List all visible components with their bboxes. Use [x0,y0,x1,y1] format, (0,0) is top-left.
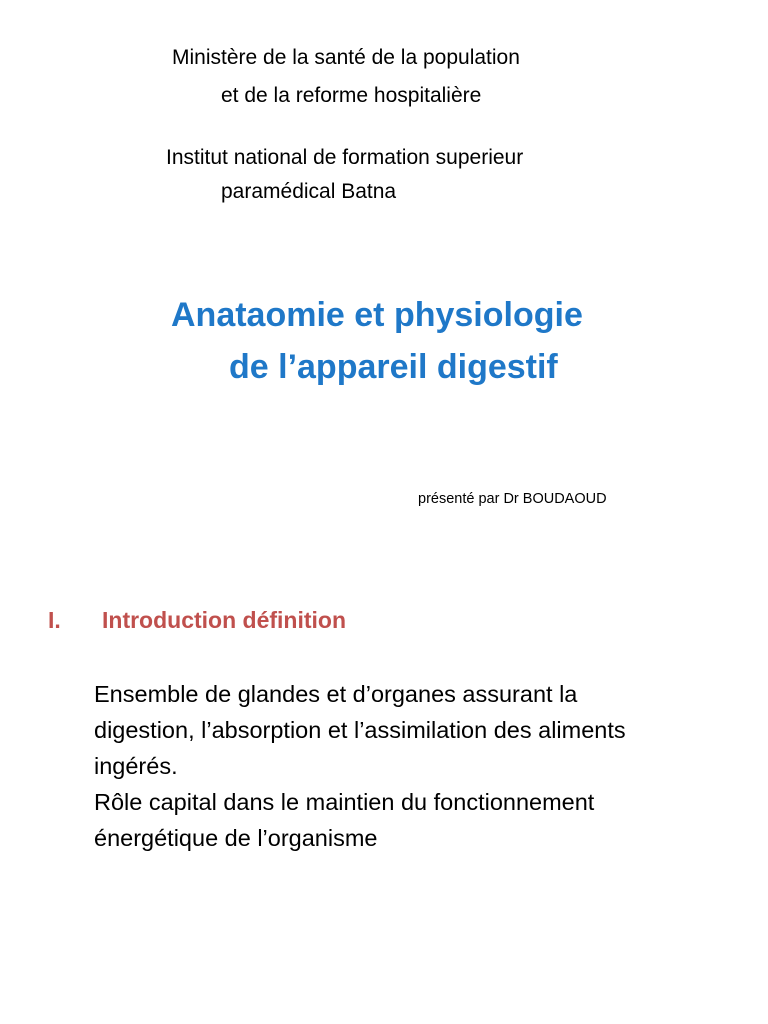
document-title-line-1: Anataomie et physiologie [171,296,583,334]
body-text-line-4: Rôle capital dans le maintien du fonctionnement [94,789,595,815]
institute-name-line-2: paramédical Batna [221,180,397,203]
presenter-credit: présenté par Dr BOUDAOUD [418,491,607,507]
body-text-line-2: digestion, l’absorption et l’assimilation des aliments [94,717,626,743]
body-text-line-1: Ensemble de glandes et d’organes assurant la [94,681,578,707]
ministry-name-line-2: et de la reforme hospitalière [221,84,482,107]
institute-name-line-1: Institut national de formation superieur [166,146,524,169]
body-text-line-5: énergétique de l’organisme [94,825,378,851]
section-heading: Introduction définition [102,607,347,633]
body-text-line-3: ingérés. [94,753,178,779]
document-title-line-2: de l’appareil digestif [229,348,558,386]
section-number: I. [48,607,61,633]
ministry-name-line-1: Ministère de la santé de la population [172,46,520,69]
